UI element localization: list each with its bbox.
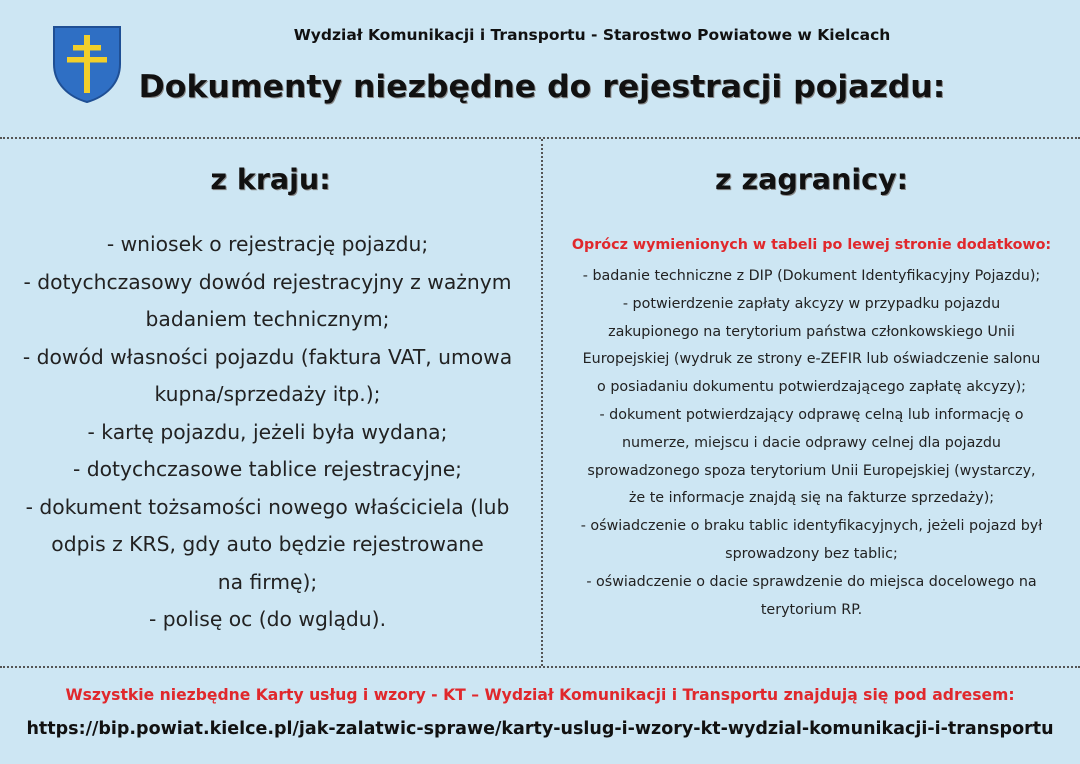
list-item: na firmę); xyxy=(217,569,318,594)
list-item: - dokument potwierdzający odprawę celną lub informację o xyxy=(599,406,1024,423)
list-item: - badanie techniczne z DIP (Dokument Identyfikacyjny Pojazdu); xyxy=(582,268,1041,284)
foreign-document-list xyxy=(555,263,1068,624)
page-title: Dokumenty niezbędne do rejestracji pojazdu: xyxy=(138,69,946,105)
domestic-column xyxy=(0,139,541,666)
header xyxy=(0,0,1080,137)
list-item: - kartę pojazdu, jeżeli była wydana; xyxy=(87,419,448,444)
footer-notice: Wszystkie niezbędne Karty usług i wzory - KT – Wydział Komunikacji i Transportu znajdują się pod adresem: xyxy=(65,686,1015,704)
list-item: - wniosek o rejestrację pojazdu; xyxy=(106,232,429,256)
list-item: numerze, miejscu i dacie odprawy celnej dla pojazdu xyxy=(621,434,1001,451)
bottom-divider xyxy=(0,666,1080,668)
list-item: sprowadzonego spoza terytorium Unii Europejskiej (wystarczy, xyxy=(587,462,1036,479)
foreign-heading: z zagranicy: xyxy=(715,163,908,196)
list-item: - dotychczasowy dowód rejestracyjny z ważnym xyxy=(23,269,512,294)
list-item: o posiadaniu dokumentu potwierdzającego zapłatę akcyzy); xyxy=(597,379,1026,396)
list-item: - dowód własności pojazdu (faktura VAT, umowa xyxy=(22,344,513,369)
list-item: sprowadzony bez tablic; xyxy=(725,545,898,562)
list-item: - oświadczenie o braku tablic identyfikacyjnych, jeżeli pojazd był xyxy=(580,518,1043,535)
domestic-document-list xyxy=(10,226,525,639)
list-item: - potwierdzenie zapłaty akcyzy w przypadku pojazdu xyxy=(622,295,1001,312)
list-item: - oświadczenie o dacie sprawdzenie do miejsca docelowego na xyxy=(586,573,1037,590)
list-item: odpis z KRS, gdy auto będzie rejestrowane xyxy=(51,532,484,556)
list-item: - dokument tożsamości nowego właściciela (lub xyxy=(25,494,510,519)
list-item: badaniem technicznym; xyxy=(145,307,390,331)
list-item: - polisę oc (do wglądu). xyxy=(148,607,387,631)
list-item: Europejskiej (wydruk ze strony e-ZEFIR lub oświadczenie salonu xyxy=(582,351,1041,368)
foreign-intro: Oprócz wymienionych w tabeli po lewej stronie dodatkowo: xyxy=(571,237,1052,253)
list-item: że te informacje znajdą się na fakturze sprzedaży); xyxy=(628,490,995,507)
list-item: terytorium RP. xyxy=(760,601,863,618)
domestic-heading: z kraju: xyxy=(210,163,331,196)
list-item: zakupionego na terytorium państwa członkowskiego Unii xyxy=(608,323,1015,340)
office-name: Wydział Komunikacji i Transportu - Starostwo Powiatowe w Kielcach xyxy=(293,26,891,44)
list-item: kupna/sprzedaży itp.); xyxy=(154,382,381,406)
list-item: - dotychczasowe tablice rejestracyjne; xyxy=(72,457,463,481)
footer-url[interactable]: https://bip.powiat.kielce.pl/jak-zalatwic-sprawe/karty-uslug-i-wzory-kt-wydzial-komunikacji-i-transportu xyxy=(26,719,1054,739)
foreign-column xyxy=(543,139,1080,666)
